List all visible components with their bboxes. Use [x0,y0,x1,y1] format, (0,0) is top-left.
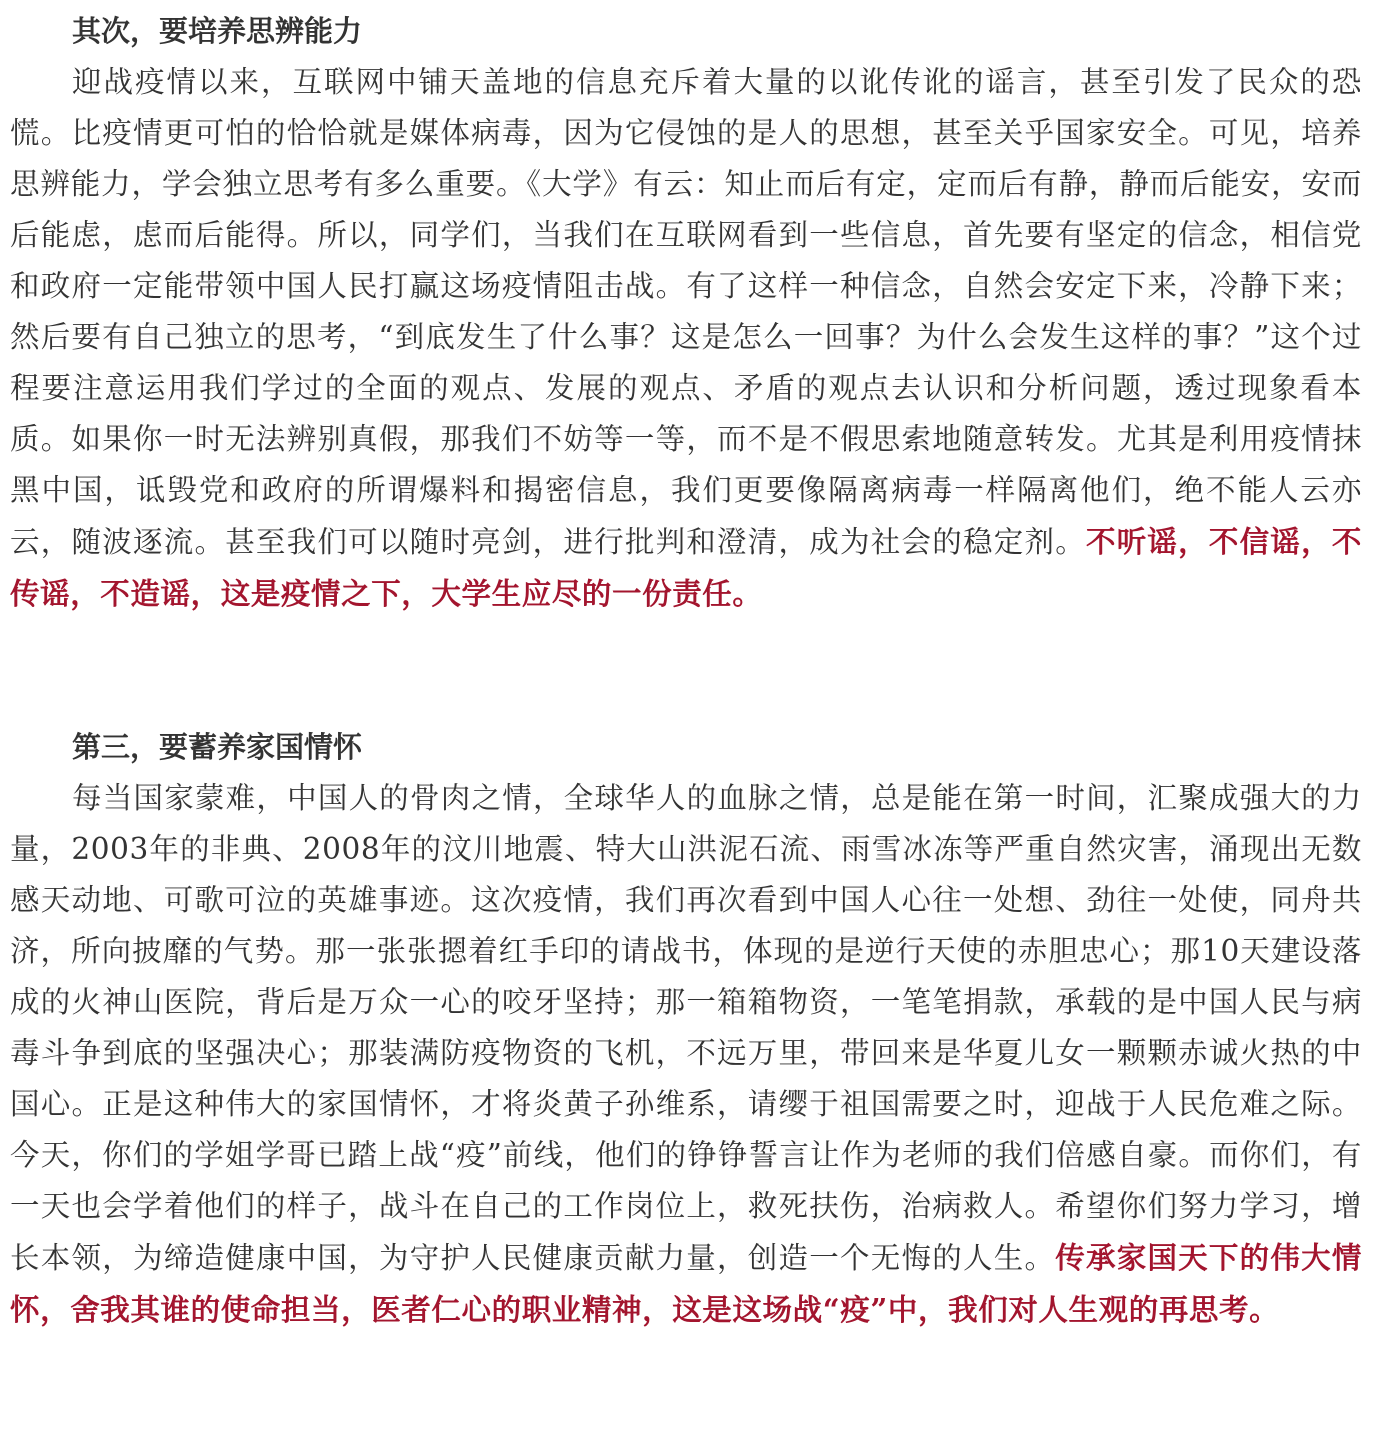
section-paragraph-critical-thinking [10,57,1362,620]
section-heading-patriotism: 第三，要蓄养家国情怀 [72,730,363,764]
section-heading-critical-thinking: 其次，要培养思辨能力 [72,14,363,48]
paragraph-body-text: 每当国家蒙难，中国人的骨肉之情，全球华人的血脉之情，总是能在第一时间，汇聚成强大的力量，2003年的非典、2008年的汶川地震、特大山洪泥石流、雨雪冰冻等严重自然灾害，涌现出无数感天动地、可歌可泣的英雄事迹。这次疫情，我们再次看到中国人心往一处想、劲往一处使，同舟共济，所向披靡的气势。那一张张摁着红手印的请战书，体现的是逆行天使的赤胆忠心；那10天建设落成的火神山医院，背后是万众一心的咬牙坚持；那一箱箱物资，一笔笔捐款，承载的是中国人民与病毒斗争到底的坚强决心；那装满防疫物资的飞机，不远万里，带回来是华夏儿女一颗颗赤诚火热的中国心。正是这种伟大的家国情怀，才将炎黄子孙维系，请缨于祖国需要之时，迎战于人民危难之际。今天，你们的学姐学哥已踏上战“疫”前线，他们的铮铮誓言让作为老师的我们倍感自豪。而你们，有一天也会学着他们的样子，战斗在自己的工作岗位上，救死扶伤，治病救人。希望你们努力学习，增长本领，为缔造健康中国，为守护人民健康贡献力量，创造一个无悔的人生。 [10,781,1362,1275]
emphasis-statement: 传承家国天下的伟大情怀，舍我其谁的使命担当，医者仁心的职业精神，这是这场战“疫”中，我们对人生观的再思考。 [10,1240,1362,1327]
emphasis-statement: 不听谣，不信谣，不传谣，不造谣，这是疫情之下，大学生应尽的一份责任。 [10,524,1362,611]
paragraph-body-text: 迎战疫情以来，互联网中铺天盖地的信息充斥着大量的以讹传讹的谣言，甚至引发了民众的恐慌。比疫情更可怕的恰恰就是媒体病毒，因为它侵蚀的是人的思想，甚至关乎国家安全。可见，培养思辨能力，学会独立思考有多么重要。《大学》有云：知止而后有定，定而后有静，静而后能安，安而后能虑，虑而后能得。所以，同学们，当我们在互联网看到一些信息，首先要有坚定的信念，相信党和政府一定能带领中国人民打赢这场疫情阻击战。有了这样一种信念，自然会安定下来，冷静下来；然后要有自己独立的思考，“到底发生了什么事？这是怎么一回事？为什么会发生这样的事？”这个过程要注意运用我们学过的全面的观点、发展的观点、矛盾的观点去认识和分析问题，透过现象看本质。如果你一时无法辨别真假，那我们不妨等一等，而不是不假思索地随意转发。尤其是利用疫情抹黑中国，诋毁党和政府的所谓爆料和揭密信息，我们更要像隔离病毒一样隔离他们，绝不能人云亦云，随波逐流。甚至我们可以随时亮剑，进行批判和澄清，成为社会的稳定剂。 [10,65,1362,559]
section-paragraph-patriotism [10,773,1362,1336]
